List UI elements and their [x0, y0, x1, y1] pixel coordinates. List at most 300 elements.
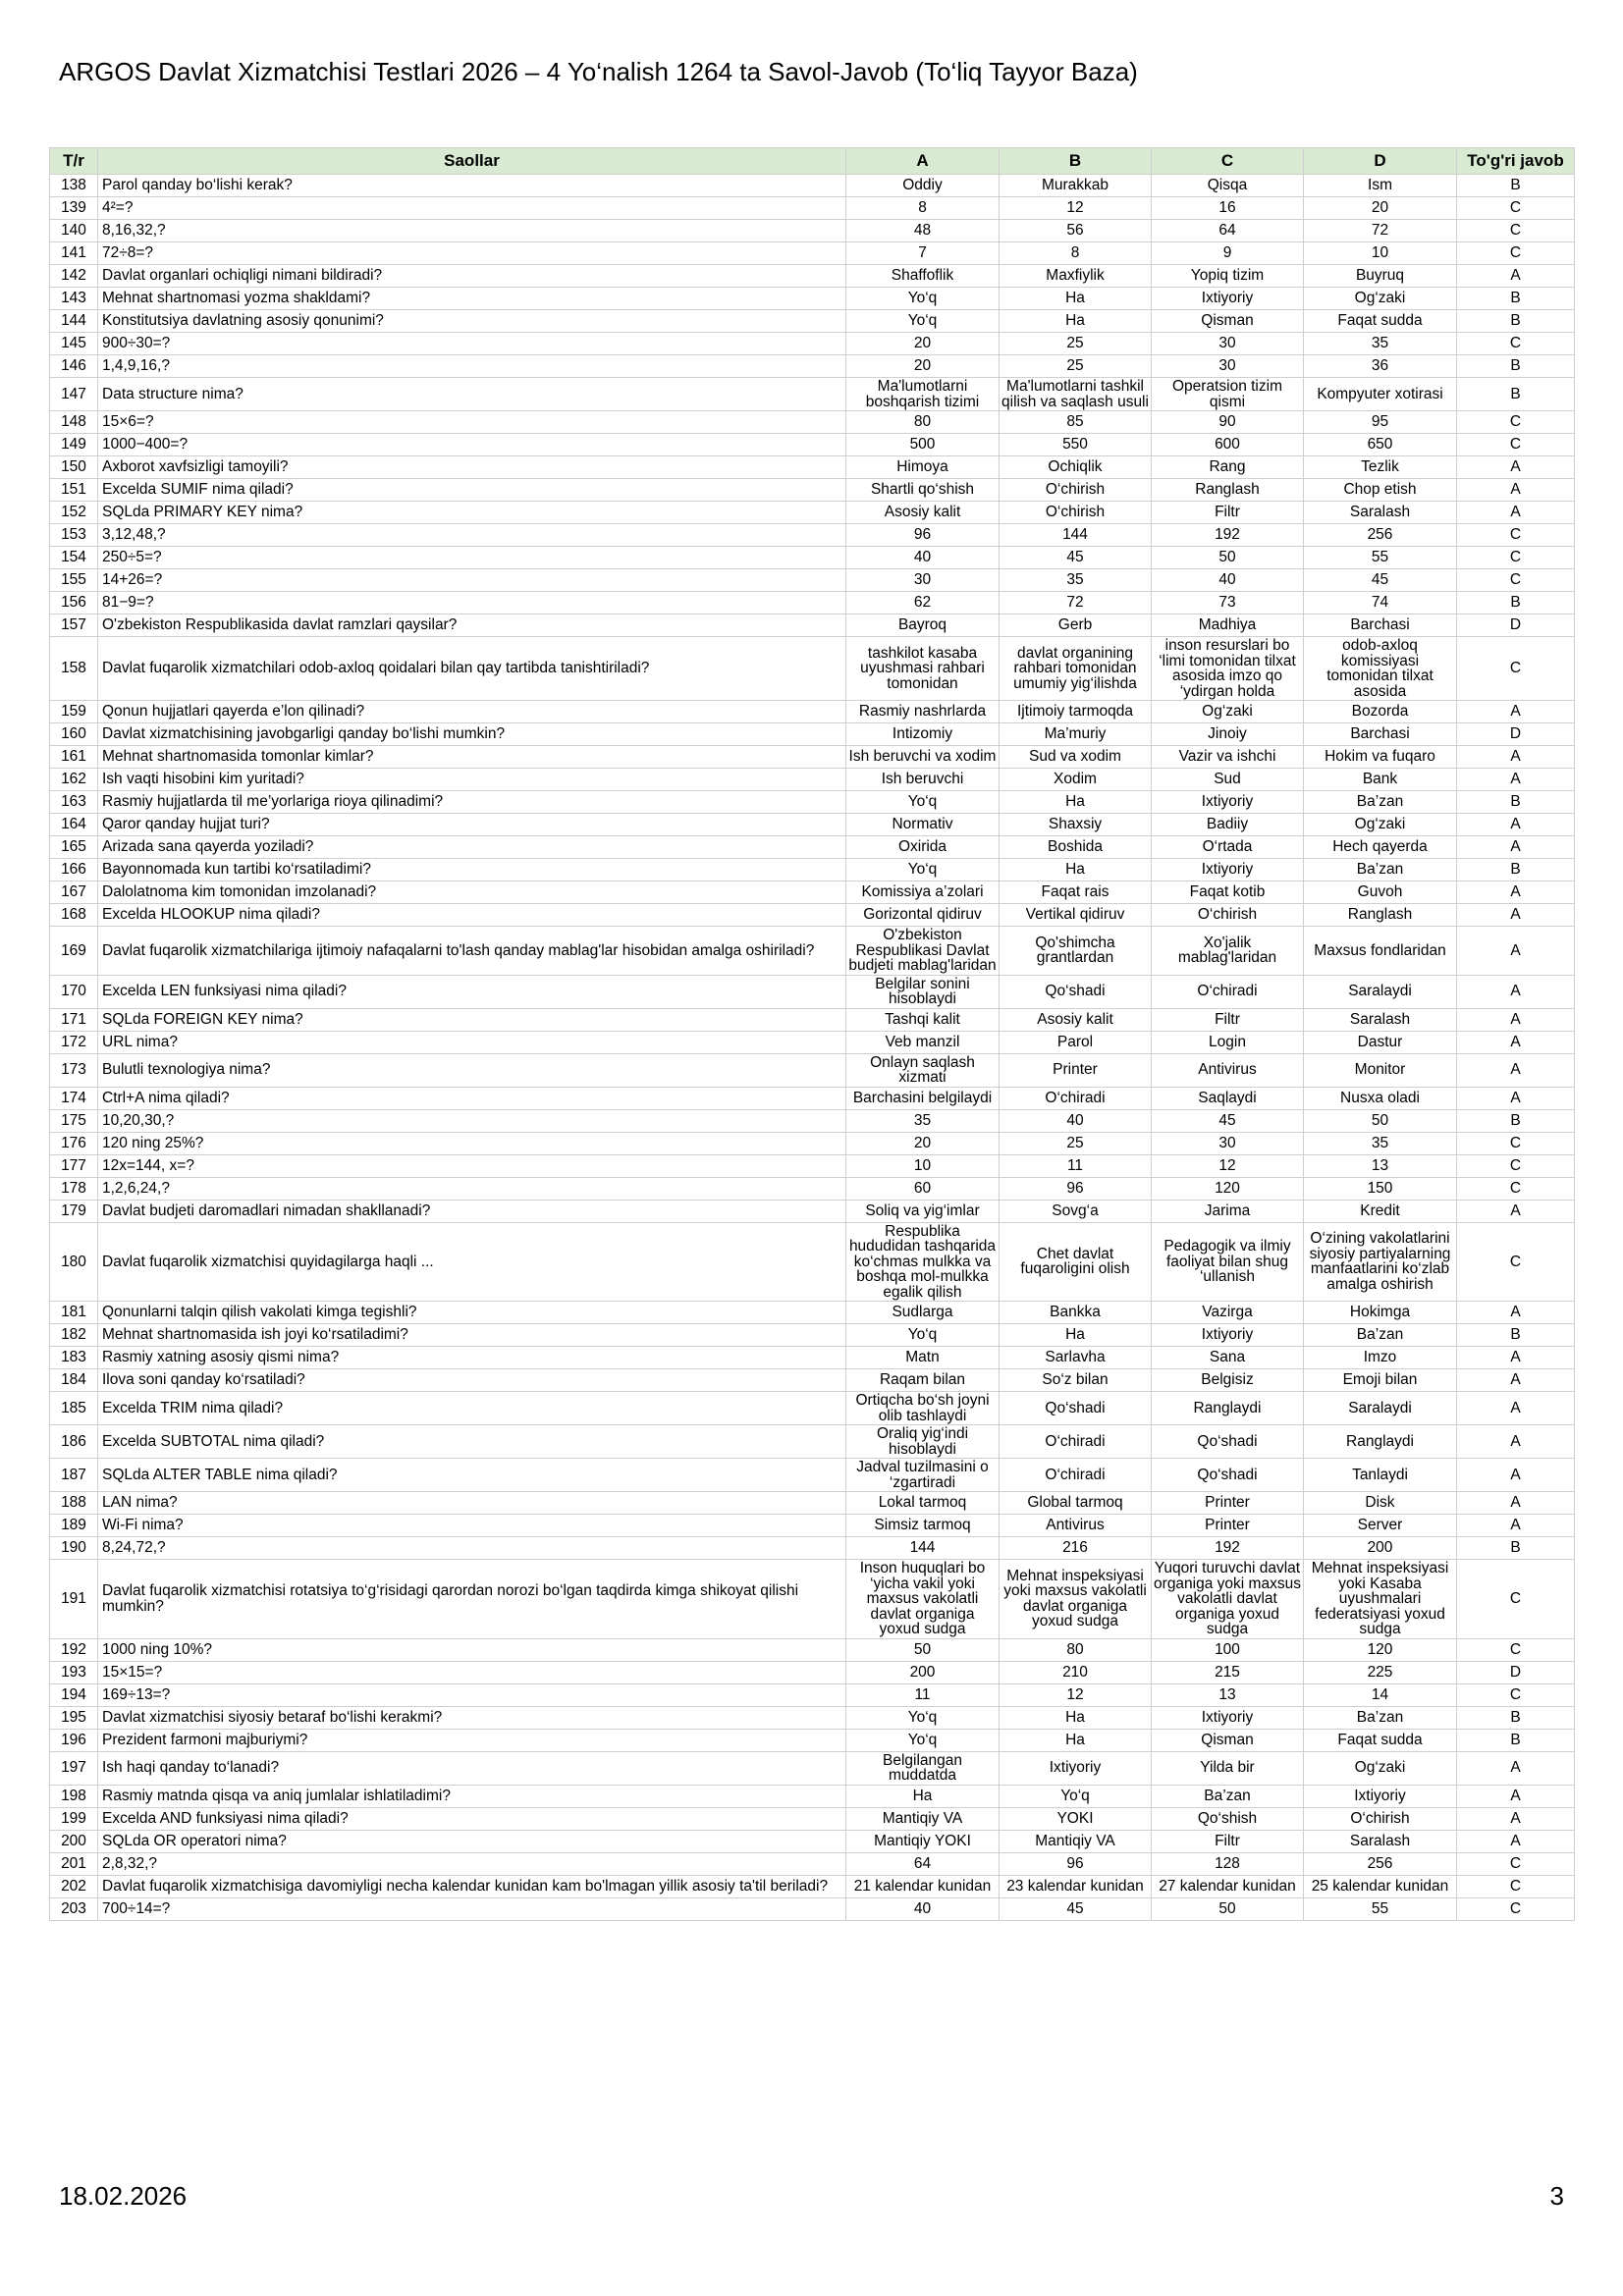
row-number: 144	[50, 310, 98, 333]
question-text: 14+26=?	[98, 569, 846, 592]
option-d: Chop etish	[1304, 479, 1457, 502]
table-row	[50, 769, 1575, 791]
option-d: Monitor	[1304, 1053, 1457, 1087]
question-text: Ctrl+A nima qiladi?	[98, 1087, 846, 1109]
question-text: Excelda LEN funksiyasi nima qiladi?	[98, 975, 846, 1008]
option-b: Mehnat inspeksiyasi yoki maxsus vakolatli davlat organiga yoxud sudga	[1000, 1560, 1152, 1639]
correct-answer: A	[1457, 1008, 1575, 1031]
question-text: Bulutli texnologiya nima?	[98, 1053, 846, 1087]
question-text: 2,8,32,?	[98, 1852, 846, 1875]
table-row	[50, 355, 1575, 378]
row-number: 152	[50, 502, 98, 524]
option-a: 64	[846, 1852, 1000, 1875]
correct-answer: B	[1457, 791, 1575, 814]
option-a: Respublika hududidan tashqarida ko‘chmas mulkka va boshqa mol-mulkka egalik qilish	[846, 1222, 1000, 1302]
option-a: Matn	[846, 1347, 1000, 1369]
table-row	[50, 859, 1575, 881]
option-b: Antivirus	[1000, 1515, 1152, 1537]
option-c: Ixtiyoriy	[1152, 859, 1304, 881]
option-a: Asosiy kalit	[846, 502, 1000, 524]
table-row	[50, 592, 1575, 614]
question-text: 120 ning 25%?	[98, 1132, 846, 1154]
correct-answer: A	[1457, 1369, 1575, 1392]
option-b: Qo‘shadi	[1000, 975, 1152, 1008]
question-text: 900÷30=?	[98, 333, 846, 355]
row-number: 167	[50, 881, 98, 904]
option-b: 25	[1000, 333, 1152, 355]
row-number: 168	[50, 904, 98, 927]
option-a: Simsiz tarmoq	[846, 1515, 1000, 1537]
option-d: 35	[1304, 1132, 1457, 1154]
row-number: 148	[50, 411, 98, 434]
option-a: 30	[846, 569, 1000, 592]
option-a: 20	[846, 333, 1000, 355]
option-b: Boshida	[1000, 836, 1152, 859]
table-row	[50, 1222, 1575, 1302]
question-text: 72÷8=?	[98, 242, 846, 265]
correct-answer: C	[1457, 333, 1575, 355]
option-c: 64	[1152, 220, 1304, 242]
option-a: Rasmiy nashrlarda	[846, 701, 1000, 723]
row-number: 188	[50, 1492, 98, 1515]
row-number: 197	[50, 1751, 98, 1785]
correct-answer: B	[1457, 1706, 1575, 1729]
option-b: 40	[1000, 1109, 1152, 1132]
option-b: Sovg‘a	[1000, 1200, 1152, 1222]
option-d: Og‘zaki	[1304, 288, 1457, 310]
option-d: Bozorda	[1304, 701, 1457, 723]
option-b: Qo'shimcha grantlardan	[1000, 927, 1152, 976]
option-c: 50	[1152, 1897, 1304, 1920]
table-row	[50, 1807, 1575, 1830]
option-b: 23 kalendar kunidan	[1000, 1875, 1152, 1897]
option-b: Gerb	[1000, 614, 1152, 637]
option-a: Belgilar sonini hisoblaydi	[846, 975, 1000, 1008]
option-b: Global tarmoq	[1000, 1492, 1152, 1515]
row-number: 189	[50, 1515, 98, 1537]
option-c: Ba’zan	[1152, 1785, 1304, 1807]
row-number: 142	[50, 265, 98, 288]
question-text: Davlat xizmatchisi siyosiy betaraf bo‘lishi kerakmi?	[98, 1706, 846, 1729]
row-number: 196	[50, 1729, 98, 1751]
option-c: Ixtiyoriy	[1152, 1706, 1304, 1729]
question-text: Davlat organlari ochiqligi nimani bildiradi?	[98, 265, 846, 288]
question-text: 12x=144, x=?	[98, 1154, 846, 1177]
question-text: SQLda PRIMARY KEY nima?	[98, 502, 846, 524]
header-option-b: B	[1000, 148, 1152, 175]
questions-table-wrapper	[49, 147, 1574, 1921]
row-number: 183	[50, 1347, 98, 1369]
option-a: 96	[846, 524, 1000, 547]
row-number: 139	[50, 197, 98, 220]
option-b: 25	[1000, 355, 1152, 378]
option-d: Ranglaydi	[1304, 1425, 1457, 1459]
question-text: O'zbekiston Respublikasida davlat ramzlari qaysilar?	[98, 614, 846, 637]
correct-answer: A	[1457, 1031, 1575, 1053]
option-d: 95	[1304, 411, 1457, 434]
option-a: Raqam bilan	[846, 1369, 1000, 1392]
header-correct-answer: To'g'ri javob	[1457, 148, 1575, 175]
question-text: 10,20,30,?	[98, 1109, 846, 1132]
option-a: 80	[846, 411, 1000, 434]
option-a: Himoya	[846, 456, 1000, 479]
option-d: Nusxa oladi	[1304, 1087, 1457, 1109]
option-b: Parol	[1000, 1031, 1152, 1053]
option-c: Saqlaydi	[1152, 1087, 1304, 1109]
option-d: 20	[1304, 197, 1457, 220]
question-text: Wi-Fi nima?	[98, 1515, 846, 1537]
option-c: 600	[1152, 434, 1304, 456]
option-c: Qisqa	[1152, 175, 1304, 197]
table-row	[50, 614, 1575, 637]
row-number: 175	[50, 1109, 98, 1132]
table-row	[50, 175, 1575, 197]
option-c: Yilda bir	[1152, 1751, 1304, 1785]
table-row	[50, 456, 1575, 479]
correct-answer: A	[1457, 746, 1575, 769]
table-row	[50, 1392, 1575, 1425]
option-a: Yo‘q	[846, 1729, 1000, 1751]
row-number: 164	[50, 814, 98, 836]
option-d: Ba’zan	[1304, 791, 1457, 814]
question-text: 3,12,48,?	[98, 524, 846, 547]
correct-answer: D	[1457, 614, 1575, 637]
row-number: 193	[50, 1661, 98, 1683]
correct-answer: A	[1457, 456, 1575, 479]
option-a: Ish beruvchi	[846, 769, 1000, 791]
option-a: Ortiqcha bo‘sh joyni olib tashlaydi	[846, 1392, 1000, 1425]
table-row	[50, 1638, 1575, 1661]
option-a: Belgilangan muddatda	[846, 1751, 1000, 1785]
correct-answer: B	[1457, 310, 1575, 333]
question-text: Excelda TRIM nima qiladi?	[98, 1392, 846, 1425]
row-number: 198	[50, 1785, 98, 1807]
option-d: Og‘zaki	[1304, 1751, 1457, 1785]
option-a: Bayroq	[846, 614, 1000, 637]
question-text: 81−9=?	[98, 592, 846, 614]
option-a: 40	[846, 547, 1000, 569]
option-d: Ba’zan	[1304, 1706, 1457, 1729]
table-row	[50, 881, 1575, 904]
row-number: 203	[50, 1897, 98, 1920]
option-c: 50	[1152, 547, 1304, 569]
row-number: 171	[50, 1008, 98, 1031]
option-c: 9	[1152, 242, 1304, 265]
option-c: Sana	[1152, 1347, 1304, 1369]
option-d: O‘zining vakolatlarini siyosiy partiyalarning manfaatlarini ko‘zlab amalga oshirish	[1304, 1222, 1457, 1302]
option-d: 45	[1304, 569, 1457, 592]
table-row	[50, 1706, 1575, 1729]
table-row	[50, 836, 1575, 859]
option-a: Mantiqiy VA	[846, 1807, 1000, 1830]
row-number: 172	[50, 1031, 98, 1053]
option-d: Buyruq	[1304, 265, 1457, 288]
table-row	[50, 1537, 1575, 1560]
option-d: 120	[1304, 1638, 1457, 1661]
option-a: Oddiy	[846, 175, 1000, 197]
option-b: Ha	[1000, 1729, 1152, 1751]
option-b: Chet davlat fuqaroligini olish	[1000, 1222, 1152, 1302]
question-text: LAN nima?	[98, 1492, 846, 1515]
correct-answer: B	[1457, 175, 1575, 197]
page-number: 3	[1549, 2181, 1564, 2211]
option-c: Vazirga	[1152, 1302, 1304, 1324]
row-number: 138	[50, 175, 98, 197]
option-c: Filtr	[1152, 1830, 1304, 1852]
row-number: 159	[50, 701, 98, 723]
option-a: 21 kalendar kunidan	[846, 1875, 1000, 1897]
table-row	[50, 1154, 1575, 1177]
question-text: Dalolatnoma kim tomonidan imzolanadi?	[98, 881, 846, 904]
option-c: 120	[1152, 1177, 1304, 1200]
table-row	[50, 1459, 1575, 1492]
option-d: Dastur	[1304, 1031, 1457, 1053]
option-c: Ranglaydi	[1152, 1392, 1304, 1425]
table-row	[50, 746, 1575, 769]
option-d: Kredit	[1304, 1200, 1457, 1222]
option-b: Xodim	[1000, 769, 1152, 791]
table-row	[50, 1369, 1575, 1392]
option-c: Faqat kotib	[1152, 881, 1304, 904]
option-c: Vazir va ishchi	[1152, 746, 1304, 769]
table-row	[50, 1031, 1575, 1053]
question-text: Mehnat shartnomasida tomonlar kimlar?	[98, 746, 846, 769]
option-d: odob-axloq komissiyasi tomonidan tilxat asosida	[1304, 637, 1457, 701]
correct-answer: C	[1457, 637, 1575, 701]
option-b: Ma'lumotlarni tashkil qilish va saqlash usuli	[1000, 378, 1152, 411]
option-c: Jinoiy	[1152, 723, 1304, 746]
option-c: 30	[1152, 355, 1304, 378]
option-c: Ixtiyoriy	[1152, 791, 1304, 814]
option-c: Jarima	[1152, 1200, 1304, 1222]
question-text: Axborot xavfsizligi tamoyili?	[98, 456, 846, 479]
row-number: 158	[50, 637, 98, 701]
table-row	[50, 1302, 1575, 1324]
option-b: 550	[1000, 434, 1152, 456]
option-d: 35	[1304, 333, 1457, 355]
option-a: 20	[846, 1132, 1000, 1154]
table-body	[50, 175, 1575, 1921]
question-text: 8,24,72,?	[98, 1537, 846, 1560]
option-d: Hech qayerda	[1304, 836, 1457, 859]
correct-answer: C	[1457, 1852, 1575, 1875]
question-text: Qonun hujjatlari qayerda e’lon qilinadi?	[98, 701, 846, 723]
option-b: Ma’muriy	[1000, 723, 1152, 746]
correct-answer: C	[1457, 1897, 1575, 1920]
option-c: Og‘zaki	[1152, 701, 1304, 723]
option-a: 62	[846, 592, 1000, 614]
row-number: 174	[50, 1087, 98, 1109]
question-text: 8,16,32,?	[98, 220, 846, 242]
correct-answer: B	[1457, 859, 1575, 881]
correct-answer: A	[1457, 1807, 1575, 1830]
question-text: Rasmiy matnda qisqa va aniq jumlalar ishlatiladimi?	[98, 1785, 846, 1807]
table-row	[50, 1053, 1575, 1087]
option-d: 150	[1304, 1177, 1457, 1200]
option-b: 216	[1000, 1537, 1152, 1560]
option-c: O‘chiradi	[1152, 975, 1304, 1008]
option-c: Belgisiz	[1152, 1369, 1304, 1392]
correct-answer: A	[1457, 1200, 1575, 1222]
question-text: SQLda OR operatori nima?	[98, 1830, 846, 1852]
correct-answer: B	[1457, 378, 1575, 411]
option-b: 210	[1000, 1661, 1152, 1683]
question-text: Data structure nima?	[98, 378, 846, 411]
table-row	[50, 333, 1575, 355]
option-d: 225	[1304, 1661, 1457, 1683]
table-row	[50, 814, 1575, 836]
table-row	[50, 1683, 1575, 1706]
option-c: Filtr	[1152, 1008, 1304, 1031]
row-number: 165	[50, 836, 98, 859]
row-number: 190	[50, 1537, 98, 1560]
question-text: 1,4,9,16,?	[98, 355, 846, 378]
option-c: Printer	[1152, 1492, 1304, 1515]
option-d: Guvoh	[1304, 881, 1457, 904]
question-text: SQLda ALTER TABLE nima qiladi?	[98, 1459, 846, 1492]
row-number: 160	[50, 723, 98, 746]
option-a: 35	[846, 1109, 1000, 1132]
option-a: 7	[846, 242, 1000, 265]
option-c: 16	[1152, 197, 1304, 220]
option-a: 40	[846, 1897, 1000, 1920]
table-row	[50, 1560, 1575, 1639]
table-row	[50, 1852, 1575, 1875]
option-a: Ma'lumotlarni boshqarish tizimi	[846, 378, 1000, 411]
correct-answer: B	[1457, 1729, 1575, 1751]
option-c: 90	[1152, 411, 1304, 434]
option-c: Ranglash	[1152, 479, 1304, 502]
option-d: Maxsus fondlaridan	[1304, 927, 1457, 976]
question-text: Mehnat shartnomasida ish joyi ko‘rsatiladimi?	[98, 1324, 846, 1347]
row-number: 155	[50, 569, 98, 592]
option-d: 256	[1304, 1852, 1457, 1875]
table-row	[50, 1425, 1575, 1459]
option-b: Sud va xodim	[1000, 746, 1152, 769]
option-d: 36	[1304, 355, 1457, 378]
option-b: O‘chirish	[1000, 502, 1152, 524]
table-row	[50, 1785, 1575, 1807]
question-text: 1000 ning 10%?	[98, 1638, 846, 1661]
table-row	[50, 265, 1575, 288]
row-number: 201	[50, 1852, 98, 1875]
row-number: 179	[50, 1200, 98, 1222]
option-c: Madhiya	[1152, 614, 1304, 637]
correct-answer: A	[1457, 769, 1575, 791]
option-c: 215	[1152, 1661, 1304, 1683]
correct-answer: A	[1457, 1830, 1575, 1852]
table-row	[50, 1177, 1575, 1200]
option-a: Veb manzil	[846, 1031, 1000, 1053]
option-b: O‘chiradi	[1000, 1425, 1152, 1459]
correct-answer: A	[1457, 1459, 1575, 1492]
option-d: Tanlaydi	[1304, 1459, 1457, 1492]
correct-answer: C	[1457, 524, 1575, 547]
correct-answer: A	[1457, 1302, 1575, 1324]
option-a: Ish beruvchi va xodim	[846, 746, 1000, 769]
question-text: Arizada sana qayerda yoziladi?	[98, 836, 846, 859]
option-d: Bank	[1304, 769, 1457, 791]
option-c: Operatsion tizim qismi	[1152, 378, 1304, 411]
option-b: Mantiqiy VA	[1000, 1830, 1152, 1852]
correct-answer: C	[1457, 1177, 1575, 1200]
option-c: Qisman	[1152, 310, 1304, 333]
option-a: 60	[846, 1177, 1000, 1200]
correct-answer: C	[1457, 1154, 1575, 1177]
row-number: 181	[50, 1302, 98, 1324]
row-number: 187	[50, 1459, 98, 1492]
header-option-c: C	[1152, 148, 1304, 175]
question-text: Prezident farmoni majburiymi?	[98, 1729, 846, 1751]
table-row	[50, 524, 1575, 547]
option-d: Barchasi	[1304, 614, 1457, 637]
table-row	[50, 723, 1575, 746]
option-b: YOKI	[1000, 1807, 1152, 1830]
question-text: Davlat fuqarolik xizmatchilariga ijtimoiy nafaqalarni to'lash qanday mablag'lar hisobidan amalga oshiriladi?	[98, 927, 846, 976]
option-c: Qisman	[1152, 1729, 1304, 1751]
question-text: 700÷14=?	[98, 1897, 846, 1920]
table-row	[50, 1729, 1575, 1751]
option-a: Shaffoflik	[846, 265, 1000, 288]
option-d: 256	[1304, 524, 1457, 547]
option-b: So‘z bilan	[1000, 1369, 1152, 1392]
row-number: 154	[50, 547, 98, 569]
option-d: Hokim va fuqaro	[1304, 746, 1457, 769]
question-text: Excelda HLOOKUP nima qiladi?	[98, 904, 846, 927]
option-c: Qo‘shish	[1152, 1807, 1304, 1830]
option-d: Saralash	[1304, 1830, 1457, 1852]
row-number: 177	[50, 1154, 98, 1177]
table-row	[50, 547, 1575, 569]
correct-answer: A	[1457, 1425, 1575, 1459]
option-c: Yopiq tizim	[1152, 265, 1304, 288]
option-b: Yo‘q	[1000, 1785, 1152, 1807]
row-number: 185	[50, 1392, 98, 1425]
option-b: Asosiy kalit	[1000, 1008, 1152, 1031]
option-b: 96	[1000, 1852, 1152, 1875]
option-d: 13	[1304, 1154, 1457, 1177]
option-c: Rang	[1152, 456, 1304, 479]
row-number: 173	[50, 1053, 98, 1087]
table-row	[50, 1347, 1575, 1369]
question-text: Konstitutsiya davlatning asosiy qonunimi?	[98, 310, 846, 333]
option-b: 56	[1000, 220, 1152, 242]
option-d: 200	[1304, 1537, 1457, 1560]
question-text: 15×15=?	[98, 1661, 846, 1683]
table-row	[50, 288, 1575, 310]
option-d: Hokimga	[1304, 1302, 1457, 1324]
row-number: 176	[50, 1132, 98, 1154]
option-c: Filtr	[1152, 502, 1304, 524]
option-a: Yo‘q	[846, 310, 1000, 333]
row-number: 163	[50, 791, 98, 814]
correct-answer: A	[1457, 814, 1575, 836]
row-number: 182	[50, 1324, 98, 1347]
option-c: 40	[1152, 569, 1304, 592]
correct-answer: C	[1457, 242, 1575, 265]
correct-answer: A	[1457, 975, 1575, 1008]
correct-answer: B	[1457, 288, 1575, 310]
option-b: Shaxsiy	[1000, 814, 1152, 836]
header-option-d: D	[1304, 148, 1457, 175]
option-b: Ochiqlik	[1000, 456, 1152, 479]
option-a: 48	[846, 220, 1000, 242]
table-row	[50, 1132, 1575, 1154]
option-d: Barchasi	[1304, 723, 1457, 746]
option-d: Faqat sudda	[1304, 1729, 1457, 1751]
footer-date: 18.02.2026	[59, 2181, 188, 2211]
question-text: URL nima?	[98, 1031, 846, 1053]
